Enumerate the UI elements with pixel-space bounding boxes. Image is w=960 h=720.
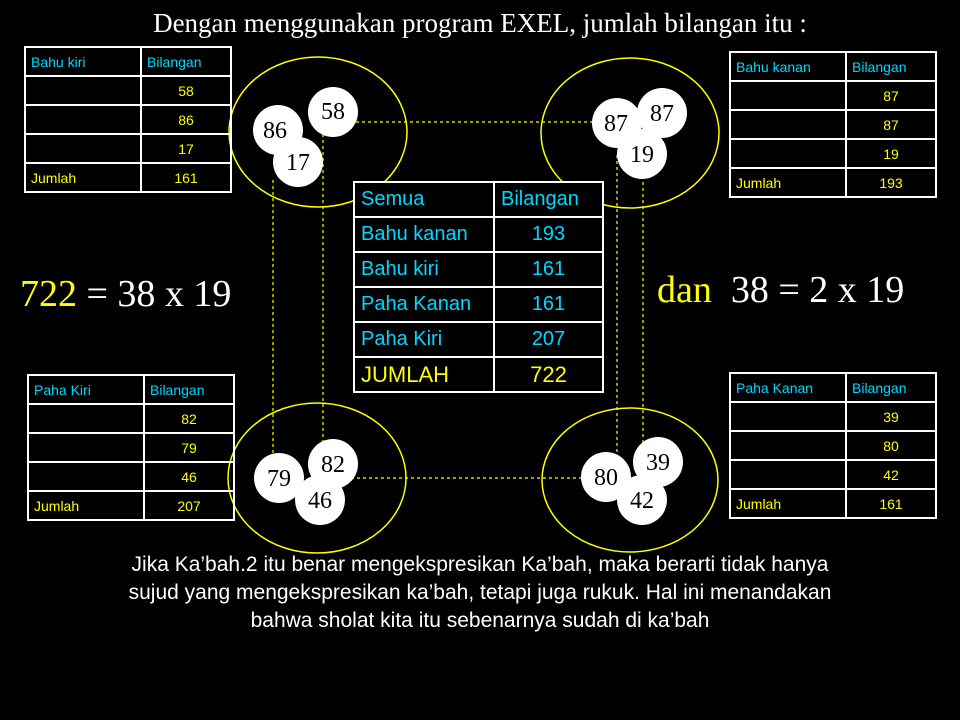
circle-number: 19 (630, 142, 654, 168)
table-cell: 39 (846, 402, 936, 431)
table-cell: 87 (846, 110, 936, 139)
table-cell (28, 404, 144, 433)
paragraph-line: Jika Ka’bah.2 itu benar mengekspresikan Ka’bah, maka berarti tidak hanya (131, 553, 829, 576)
equation-right-rest: 38 = 2 x 19 (730, 269, 905, 311)
table-sum-value: 193 (846, 168, 936, 197)
table-cell (28, 462, 144, 491)
table-cell: 86 (141, 105, 231, 134)
slide-title: Dengan menggunakan program EXEL, jumlah bilangan itu : (153, 8, 807, 38)
table-header-cell: Bahu kiri (25, 47, 141, 76)
table-cell (25, 105, 141, 134)
summary-total-label: JUMLAH (354, 357, 494, 392)
table-cell (730, 431, 846, 460)
table-cell (730, 460, 846, 489)
table-header-cell: Paha Kiri (28, 375, 144, 404)
equation-left-rest: = 38 x 19 (77, 273, 232, 315)
table-header-cell: Bilangan (846, 52, 936, 81)
circle-number: 80 (594, 465, 618, 491)
table-cell: 80 (846, 431, 936, 460)
table-cell: 19 (846, 139, 936, 168)
table-cell (730, 110, 846, 139)
table-header-cell: Paha Kanan (730, 373, 846, 402)
circle-group-bottom-left (254, 439, 358, 525)
summary-row-label: Paha Kiri (354, 322, 494, 357)
summary-row-label: Bahu kanan (354, 217, 494, 252)
table-sum-label: Jumlah (25, 163, 141, 192)
table-header-cell: Bilangan (144, 375, 234, 404)
explanation-paragraph (0, 551, 960, 635)
table-header-cell: Bilangan (494, 182, 603, 217)
table-sum-value: 161 (141, 163, 231, 192)
table-sum-value: 161 (846, 489, 936, 518)
table-header-cell: Bilangan (846, 373, 936, 402)
table-cell: 58 (141, 76, 231, 105)
circle-number: 86 (263, 118, 287, 144)
table-summary (353, 181, 604, 393)
circle-number: 87 (650, 101, 674, 127)
table-cell: 42 (846, 460, 936, 489)
paragraph-line: sujud yang mengekspresikan ka’bah, tetapi juga rukuk. Hal ini menandakan (128, 581, 832, 604)
circle-group-top-right (592, 88, 687, 179)
circle-number: 46 (308, 488, 332, 514)
circle-group-top-left (253, 87, 358, 187)
circle-group-bottom-right (581, 437, 683, 525)
table-cell (730, 139, 846, 168)
table-cell (25, 76, 141, 105)
paragraph-line: bahwa sholat kita itu sebenarnya sudah di ka’bah (250, 609, 710, 632)
table-cell: 17 (141, 134, 231, 163)
table-cell: 79 (144, 433, 234, 462)
summary-row-value: 161 (494, 287, 603, 322)
table-cell (730, 81, 846, 110)
table-bahu-kiri (24, 46, 232, 193)
table-cell (730, 402, 846, 431)
circle-number: 87 (604, 111, 628, 137)
summary-row-value: 207 (494, 322, 603, 357)
equation-right-word: dan (657, 269, 712, 311)
circle-number: 58 (321, 99, 345, 125)
circle-number: 82 (321, 452, 345, 478)
equation-left-value: 722 (20, 273, 77, 315)
equation-right (657, 268, 904, 312)
summary-row-value: 193 (494, 217, 603, 252)
table-header-cell: Bahu kanan (730, 52, 846, 81)
table-header-cell: Bilangan (141, 47, 231, 76)
table-paha-kiri (27, 374, 235, 521)
table-cell: 46 (144, 462, 234, 491)
table-cell: 82 (144, 404, 234, 433)
table-sum-value: 207 (144, 491, 234, 520)
table-sum-label: Jumlah (28, 491, 144, 520)
table-cell (25, 134, 141, 163)
table-sum-label: Jumlah (730, 489, 846, 518)
circle-number: 17 (286, 150, 310, 176)
circle-number: 42 (630, 488, 654, 514)
table-paha-kanan (729, 372, 937, 519)
table-cell (28, 433, 144, 462)
table-header-cell: Semua (354, 182, 494, 217)
summary-row-label: Paha Kanan (354, 287, 494, 322)
table-bahu-kanan (729, 51, 937, 198)
table-cell: 87 (846, 81, 936, 110)
table-sum-label: Jumlah (730, 168, 846, 197)
equation-left (20, 272, 231, 316)
summary-total-value: 722 (494, 357, 603, 392)
circle-number: 79 (267, 466, 291, 492)
summary-row-value: 161 (494, 252, 603, 287)
circle-number: 39 (646, 450, 670, 476)
summary-row-label: Bahu kiri (354, 252, 494, 287)
